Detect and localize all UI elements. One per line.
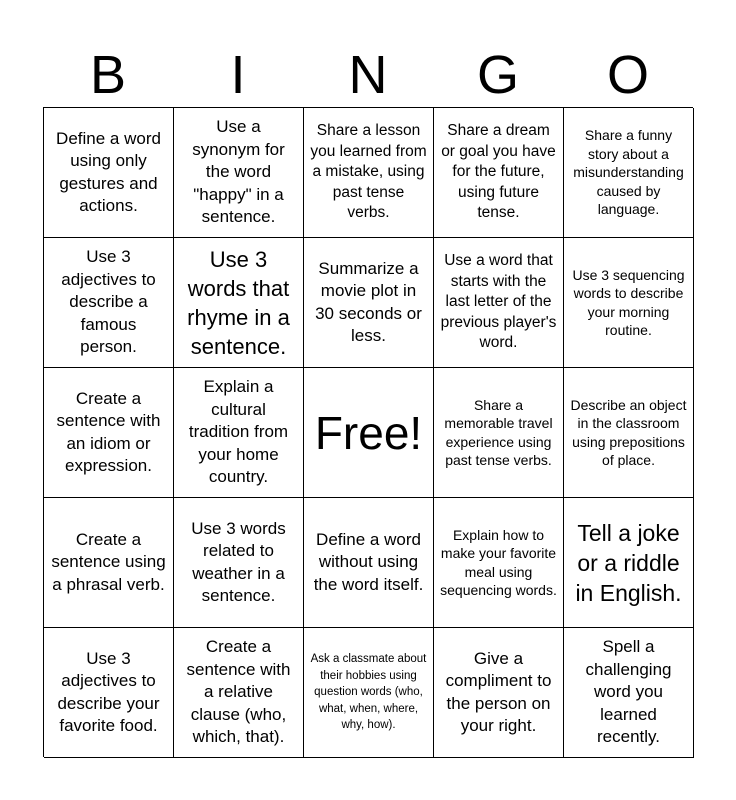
cell-text: Create a sentence using a phrasal verb.	[51, 529, 166, 594]
cell-text: Create a sentence with a relative clause (who, which, that).	[186, 637, 291, 747]
free-space-cell[interactable]	[304, 368, 434, 498]
title-letter-o: O	[606, 45, 649, 105]
bingo-cell[interactable]	[44, 628, 174, 758]
bingo-cell[interactable]	[564, 368, 694, 498]
bingo-cell[interactable]	[174, 108, 304, 238]
bingo-cell[interactable]	[44, 238, 174, 368]
bingo-board	[43, 107, 693, 757]
title-letter-n: N	[348, 45, 388, 105]
title-letter-i: I	[230, 45, 246, 105]
cell-text: Use 3 adjectives to describe a famous person.	[61, 247, 156, 357]
cell-text: Share a funny story about a misunderstanding caused by language.	[573, 127, 684, 218]
bingo-cell[interactable]	[434, 238, 564, 368]
cell-text: Share a memorable travel experience using past tense verbs.	[444, 396, 553, 468]
cell-text: Define a word without using the word itself.	[313, 529, 424, 594]
cell-text: Use a word that starts with the last letter of the previous player's word.	[440, 252, 557, 352]
bingo-cell[interactable]	[564, 498, 694, 628]
cell-text: Ask a classmate about their hobbies using question words (who, what, when, where, why, how).	[310, 653, 427, 732]
cell-text: Summarize a movie plot in 30 seconds or less.	[315, 258, 422, 345]
bingo-cell[interactable]	[434, 498, 564, 628]
free-space-text: Free!	[314, 406, 423, 459]
bingo-title	[43, 44, 693, 106]
cell-text: Share a lesson you learned from a mistake, using past tense verbs.	[310, 122, 427, 222]
bingo-cell[interactable]	[304, 238, 434, 368]
cell-text: Use 3 words that rhyme in a sentence.	[187, 246, 290, 359]
cell-text: Spell a challenging word you learned recently.	[585, 637, 672, 747]
bingo-cell[interactable]	[434, 368, 564, 498]
cell-text: Give a compliment to the person on your right.	[445, 648, 552, 735]
title-letter-b: B	[89, 45, 127, 105]
cell-text: Share a dream or goal you have for the future, using future tense.	[441, 122, 556, 222]
cell-text: Tell a joke or a riddle in English.	[575, 519, 682, 606]
bingo-cell[interactable]	[174, 498, 304, 628]
bingo-cell[interactable]	[564, 238, 694, 368]
bingo-cell[interactable]	[174, 238, 304, 368]
bingo-cell[interactable]	[564, 628, 694, 758]
bingo-cell[interactable]	[304, 108, 434, 238]
cell-text: Define a word using only gestures and actions.	[56, 128, 161, 215]
bingo-cell[interactable]	[44, 498, 174, 628]
bingo-cell[interactable]	[174, 368, 304, 498]
cell-text: Create a sentence with an idiom or expression.	[56, 388, 161, 475]
bingo-cell[interactable]	[44, 108, 174, 238]
cell-text: Describe an object in the classroom using prepositions of place.	[570, 396, 687, 468]
title-letter-g: G	[476, 45, 519, 105]
cell-text: Use 3 words related to weather in a sentence.	[191, 518, 286, 605]
bingo-cell[interactable]	[44, 368, 174, 498]
cell-text: Use 3 sequencing words to describe your morning routine.	[572, 266, 685, 338]
bingo-cell[interactable]	[434, 108, 564, 238]
bingo-cell[interactable]	[304, 498, 434, 628]
bingo-cell[interactable]	[174, 628, 304, 758]
cell-text: Use 3 adjectives to describe your favorite food.	[57, 648, 160, 735]
bingo-cell[interactable]	[434, 628, 564, 758]
cell-text: Use a synonym for the word "happy" in a sentence.	[192, 117, 285, 227]
bingo-cell[interactable]	[304, 628, 434, 758]
cell-text: Explain how to make your favorite meal using sequencing words.	[440, 526, 557, 598]
cell-text: Explain a cultural tradition from your home country.	[188, 377, 289, 487]
bingo-cell[interactable]	[564, 108, 694, 238]
